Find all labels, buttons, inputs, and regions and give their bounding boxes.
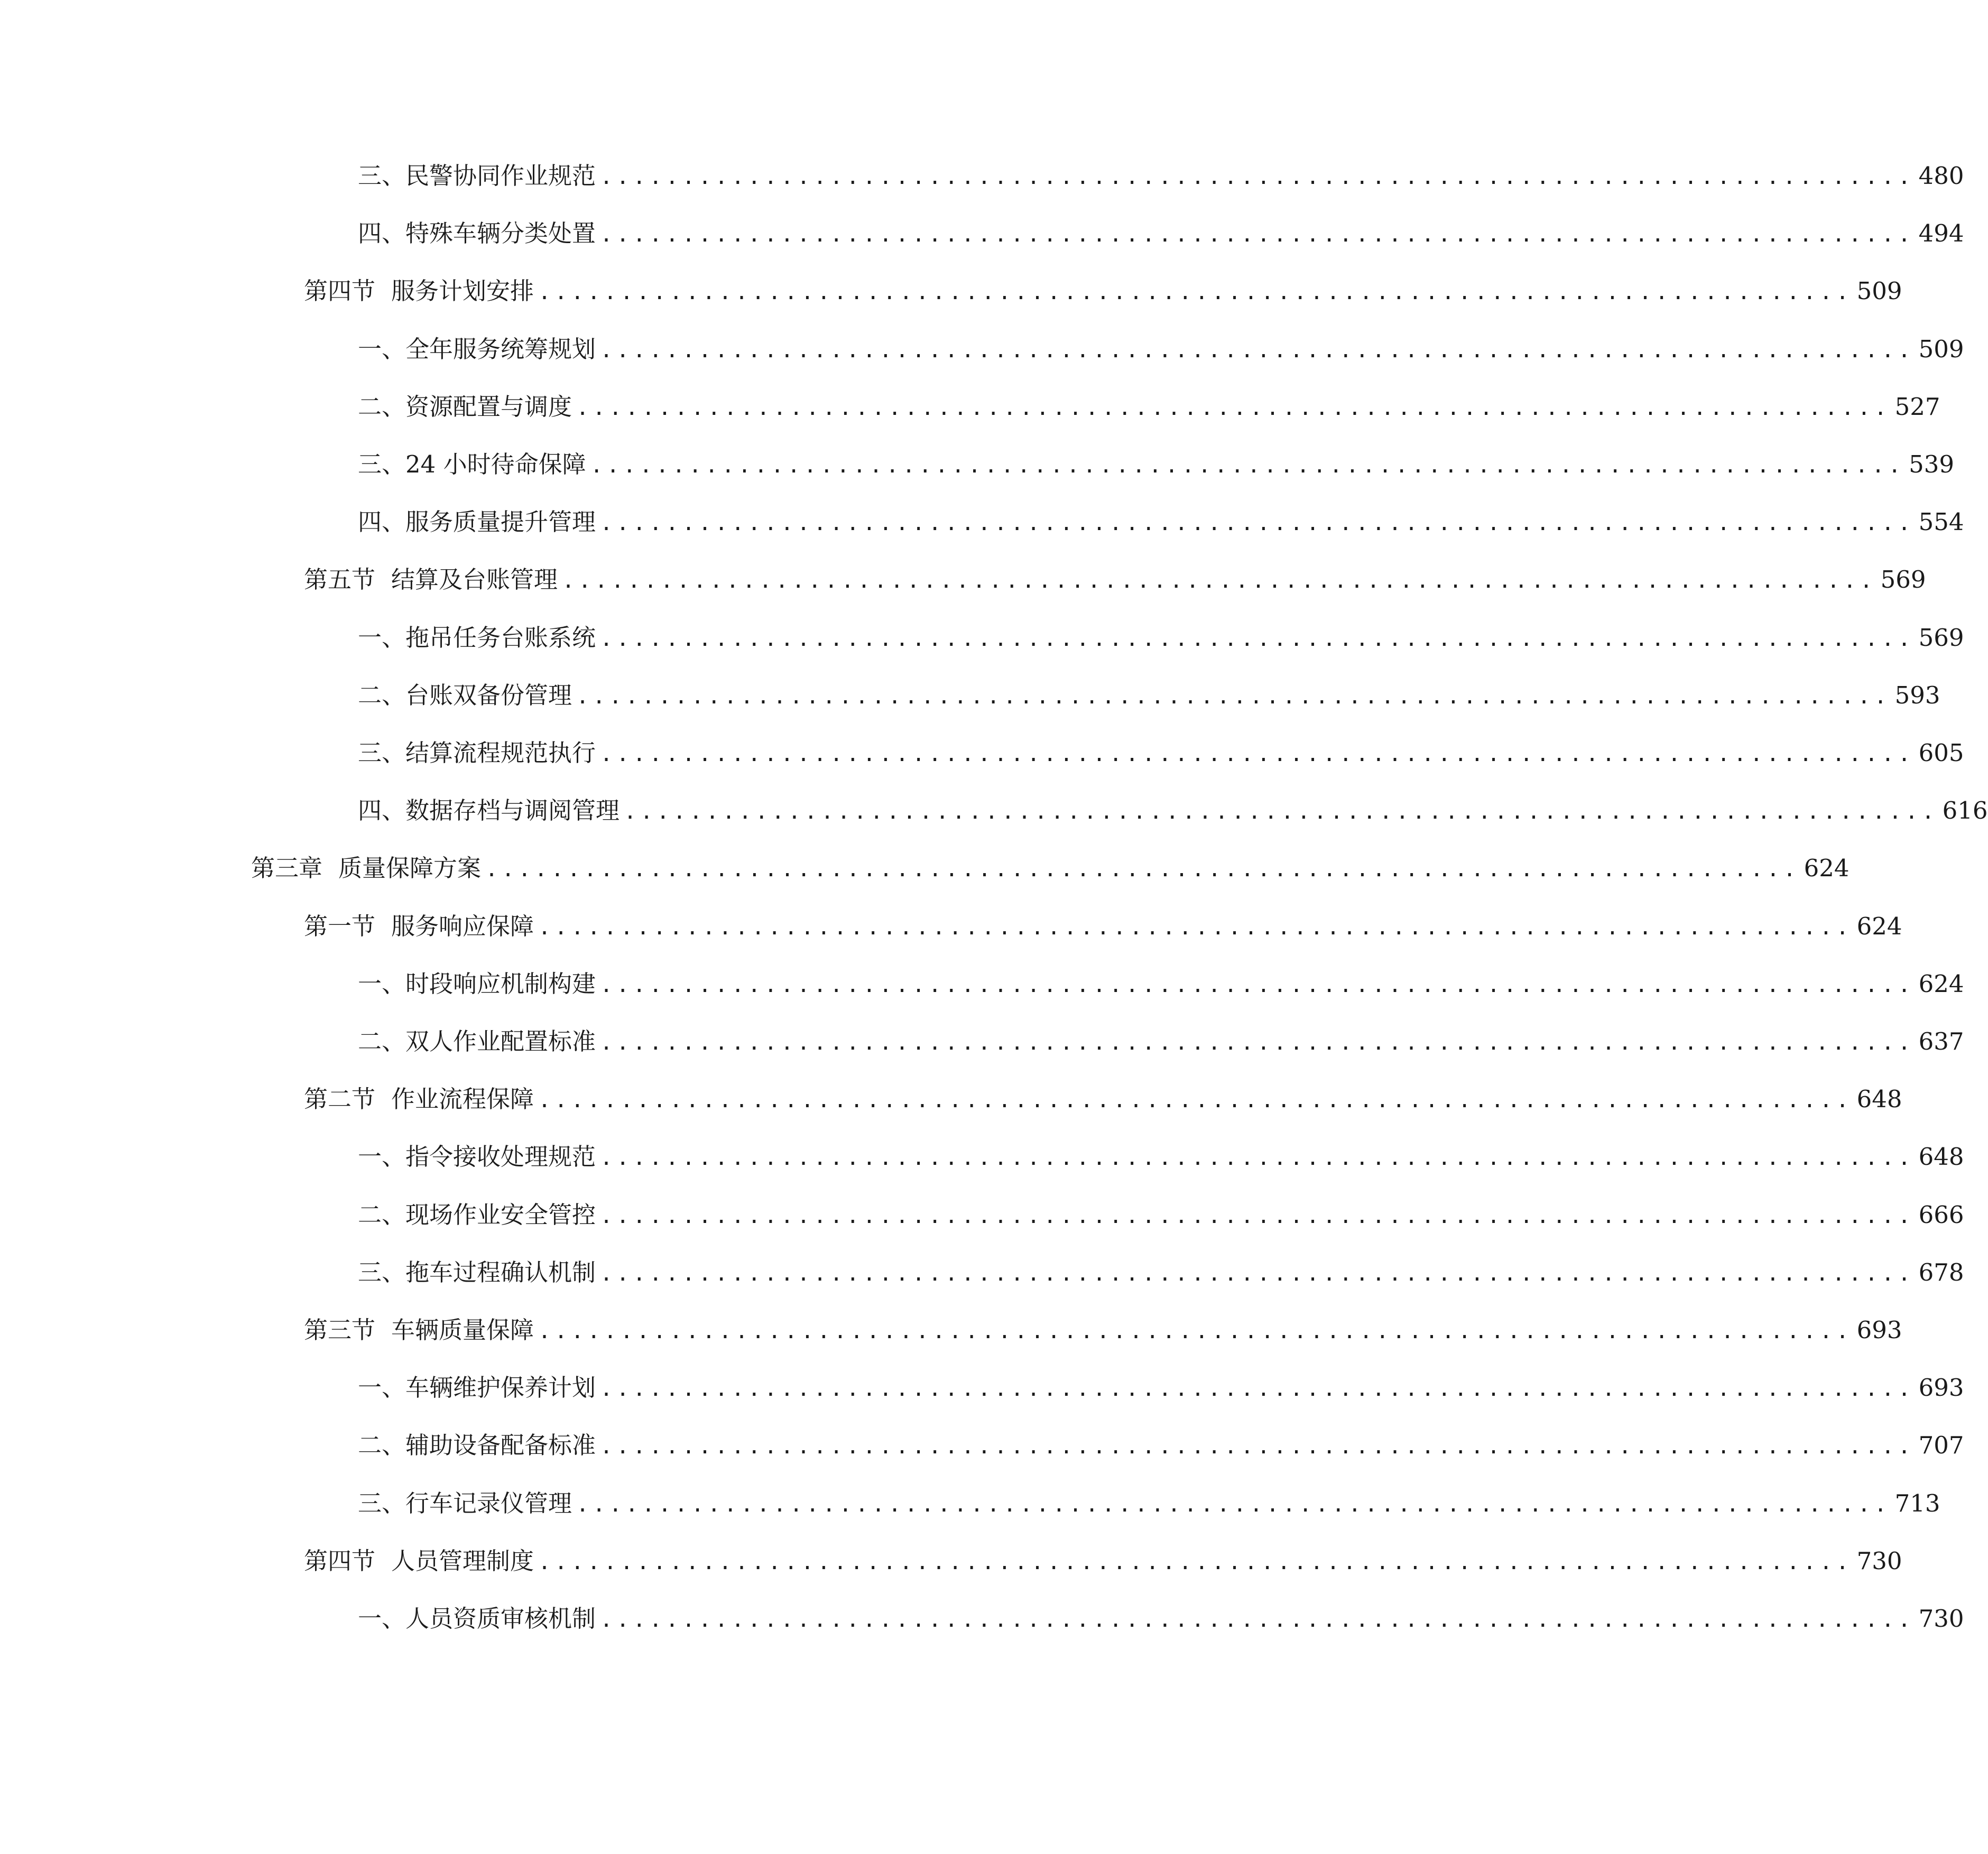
toc-entry-title: 拖车过程确认机制 bbox=[405, 1258, 596, 1286]
toc-entry-page-number: 730 bbox=[1918, 1605, 1964, 1633]
toc-entry-page-number: 569 bbox=[1918, 623, 1964, 652]
toc-entry-number: 第三章 bbox=[251, 854, 323, 883]
toc-entry-number: 一、 bbox=[358, 1374, 406, 1402]
toc-entry-number: 三、 bbox=[358, 162, 406, 190]
toc-entry-page-number: 678 bbox=[1918, 1258, 1964, 1286]
toc-entry[interactable] bbox=[358, 1023, 1964, 1060]
toc-entry-title: 车辆质量保障 bbox=[391, 1316, 534, 1344]
dot-leader: ................................................................................ bbox=[590, 453, 1905, 478]
toc-entry-title: 结算流程规范执行 bbox=[405, 739, 596, 767]
toc-entry[interactable] bbox=[251, 850, 1850, 887]
toc-entry-title: 服务响应保障 bbox=[391, 912, 534, 940]
toc-entry-title: 特殊车辆分类处置 bbox=[405, 219, 596, 248]
toc-entry[interactable] bbox=[358, 1427, 1964, 1464]
toc-entry[interactable] bbox=[358, 1485, 1940, 1522]
toc-entry-title: 全年服务统筹规划 bbox=[405, 335, 596, 363]
toc-entry-page-number: 730 bbox=[1856, 1546, 1902, 1575]
toc-entry[interactable] bbox=[304, 1543, 1902, 1580]
toc-entry-page-number: 624 bbox=[1856, 912, 1902, 940]
dot-leader: ................................................................................ bbox=[600, 1434, 1915, 1459]
toc-entry[interactable] bbox=[358, 1138, 1964, 1175]
toc-entry-number: 第一节 bbox=[304, 912, 376, 940]
toc-entry-title: 时段响应机制构建 bbox=[405, 969, 596, 998]
toc-entry[interactable] bbox=[358, 1369, 1964, 1406]
toc-entry-title: 行车记录仪管理 bbox=[405, 1489, 572, 1517]
toc-entry-page-number: 637 bbox=[1918, 1027, 1964, 1055]
dot-leader: ................................................................................ bbox=[538, 1319, 1853, 1343]
toc-entry-page-number: 713 bbox=[1894, 1489, 1940, 1517]
toc-entry-number: 第三节 bbox=[304, 1316, 376, 1344]
toc-entry-title: 数据存档与调阅管理 bbox=[405, 796, 620, 825]
toc-entry-page-number: 509 bbox=[1918, 335, 1964, 363]
toc-entry[interactable] bbox=[358, 446, 1955, 483]
toc-entry-title: 服务质量提升管理 bbox=[405, 508, 596, 536]
toc-entry-number: 第四节 bbox=[304, 1546, 376, 1575]
toc-entry-number: 第四节 bbox=[304, 277, 376, 305]
toc-entry-number: 二、 bbox=[358, 681, 406, 709]
toc-entry-title: 台账双备份管理 bbox=[405, 681, 572, 709]
toc-entry[interactable] bbox=[358, 735, 1964, 772]
toc-entry-number: 二、 bbox=[358, 1200, 406, 1229]
toc-entry[interactable] bbox=[358, 1254, 1964, 1291]
toc-entry-title: 结算及台账管理 bbox=[391, 566, 558, 594]
toc-entry-title: 资源配置与调度 bbox=[405, 392, 572, 421]
toc-entry[interactable] bbox=[304, 561, 1926, 598]
toc-entry[interactable] bbox=[358, 215, 1964, 252]
toc-entry-page-number: 539 bbox=[1909, 450, 1955, 478]
toc-entry-page-number: 666 bbox=[1918, 1200, 1964, 1229]
toc-entry-title: 指令接收处理规范 bbox=[405, 1143, 596, 1171]
dot-leader: ................................................................................ bbox=[600, 1377, 1915, 1402]
toc-entry-page-number: 494 bbox=[1918, 219, 1964, 248]
toc-entry[interactable] bbox=[358, 504, 1964, 541]
toc-entry-page-number: 624 bbox=[1918, 969, 1964, 998]
dot-leader: ................................................................................ bbox=[600, 1146, 1915, 1171]
toc-entry-page-number: 693 bbox=[1918, 1374, 1964, 1402]
dot-leader: ................................................................................ bbox=[538, 280, 1853, 305]
toc-entry-number: 四、 bbox=[358, 796, 406, 825]
toc-entry[interactable] bbox=[358, 1600, 1964, 1637]
toc-entry-number: 三、 bbox=[358, 739, 406, 767]
dot-leader: ................................................................................ bbox=[485, 857, 1800, 882]
dot-leader: ................................................................................ bbox=[600, 972, 1915, 997]
toc-entry-title: 双人作业配置标准 bbox=[405, 1027, 596, 1055]
toc-entry-page-number: 616 bbox=[1942, 796, 1988, 825]
toc-entry-title: 服务计划安排 bbox=[391, 277, 534, 305]
toc-entry-page-number: 648 bbox=[1918, 1143, 1964, 1171]
toc-entry-number: 三、 bbox=[358, 1258, 406, 1286]
toc-entry-number: 二、 bbox=[358, 1027, 406, 1055]
toc-entry-page-number: 707 bbox=[1918, 1431, 1964, 1460]
toc-entry-number: 二、 bbox=[358, 392, 406, 421]
toc-entry-title: 现场作业安全管控 bbox=[405, 1200, 596, 1229]
toc-entry-page-number: 480 bbox=[1918, 162, 1964, 190]
toc-entry[interactable] bbox=[304, 1081, 1902, 1118]
toc-entry-page-number: 648 bbox=[1856, 1085, 1902, 1114]
toc-entry[interactable] bbox=[304, 908, 1902, 945]
toc-entry[interactable] bbox=[358, 1197, 1964, 1234]
toc-entry-number: 一、 bbox=[358, 969, 406, 998]
dot-leader: ................................................................................ bbox=[600, 1261, 1915, 1286]
dot-leader: ................................................................................ bbox=[600, 511, 1915, 536]
dot-leader: ................................................................................ bbox=[576, 395, 1891, 420]
toc-entry-number: 第二节 bbox=[304, 1085, 376, 1114]
toc-entry[interactable] bbox=[358, 677, 1940, 714]
dot-leader: ................................................................................ bbox=[538, 1550, 1853, 1574]
toc-entry-page-number: 693 bbox=[1856, 1316, 1902, 1344]
dot-leader: ................................................................................ bbox=[624, 800, 1938, 824]
toc-entry-page-number: 527 bbox=[1894, 392, 1940, 421]
toc-entry-number: 一、 bbox=[358, 623, 406, 652]
dot-leader: ................................................................................ bbox=[576, 684, 1891, 709]
dot-leader: ................................................................................ bbox=[600, 1031, 1915, 1055]
toc-entry-page-number: 569 bbox=[1880, 566, 1926, 594]
toc-entry[interactable] bbox=[358, 388, 1940, 425]
dot-leader: ................................................................................ bbox=[600, 1203, 1915, 1228]
toc-entry-title: 拖吊任务台账系统 bbox=[405, 623, 596, 652]
toc-entry-title: 作业流程保障 bbox=[391, 1085, 534, 1114]
dot-leader: ................................................................................ bbox=[600, 223, 1915, 247]
toc-entry-title: 车辆维护保养计划 bbox=[405, 1374, 596, 1402]
toc-entry[interactable] bbox=[304, 1312, 1902, 1349]
dot-leader: ................................................................................ bbox=[600, 626, 1915, 651]
dot-leader: ................................................................................ bbox=[600, 742, 1915, 766]
dot-leader: ................................................................................ bbox=[538, 915, 1853, 940]
toc-entry-number: 一、 bbox=[358, 1605, 406, 1633]
dot-leader: ................................................................................ bbox=[600, 338, 1915, 363]
toc-entry-number: 一、 bbox=[358, 1143, 406, 1171]
toc-entry-title: 质量保障方案 bbox=[338, 854, 482, 883]
toc-entry-title: 辅助设备配备标准 bbox=[405, 1431, 596, 1460]
toc-entry-title: 民警协同作业规范 bbox=[405, 162, 596, 190]
toc-entry-number: 四、 bbox=[358, 508, 406, 536]
toc-entry-number: 三、 bbox=[358, 1489, 406, 1517]
toc-entry-page-number: 593 bbox=[1894, 681, 1940, 709]
toc-entry-number: 二、 bbox=[358, 1431, 406, 1460]
dot-leader: ................................................................................ bbox=[600, 165, 1915, 189]
dot-leader: ................................................................................ bbox=[562, 569, 1876, 594]
toc-entry-page-number: 624 bbox=[1804, 854, 1850, 883]
toc-entry[interactable] bbox=[358, 966, 1964, 1003]
toc-entry-title: 人员管理制度 bbox=[391, 1546, 534, 1575]
dot-leader: ................................................................................ bbox=[576, 1492, 1891, 1517]
toc-entry-page-number: 605 bbox=[1918, 739, 1964, 767]
toc-entry-number: 四、 bbox=[358, 219, 406, 248]
toc-entry-number: 三、 bbox=[358, 450, 406, 478]
toc-entry-title: 人员资质审核机制 bbox=[405, 1605, 596, 1633]
dot-leader: ................................................................................ bbox=[538, 1088, 1853, 1113]
toc-entry-page-number: 509 bbox=[1856, 277, 1902, 305]
toc-entry-number: 第五节 bbox=[304, 566, 376, 594]
toc-entry[interactable] bbox=[358, 619, 1964, 656]
toc-entry-title: 24 小时待命保障 bbox=[405, 450, 586, 478]
toc-entry[interactable] bbox=[358, 792, 1988, 829]
dot-leader: ................................................................................ bbox=[600, 1608, 1915, 1632]
toc-entry[interactable] bbox=[358, 331, 1964, 368]
toc-entry[interactable] bbox=[304, 273, 1902, 310]
toc-entry[interactable] bbox=[358, 157, 1964, 194]
toc-entry-number: 一、 bbox=[358, 335, 406, 363]
toc-entry-page-number: 554 bbox=[1918, 508, 1964, 536]
